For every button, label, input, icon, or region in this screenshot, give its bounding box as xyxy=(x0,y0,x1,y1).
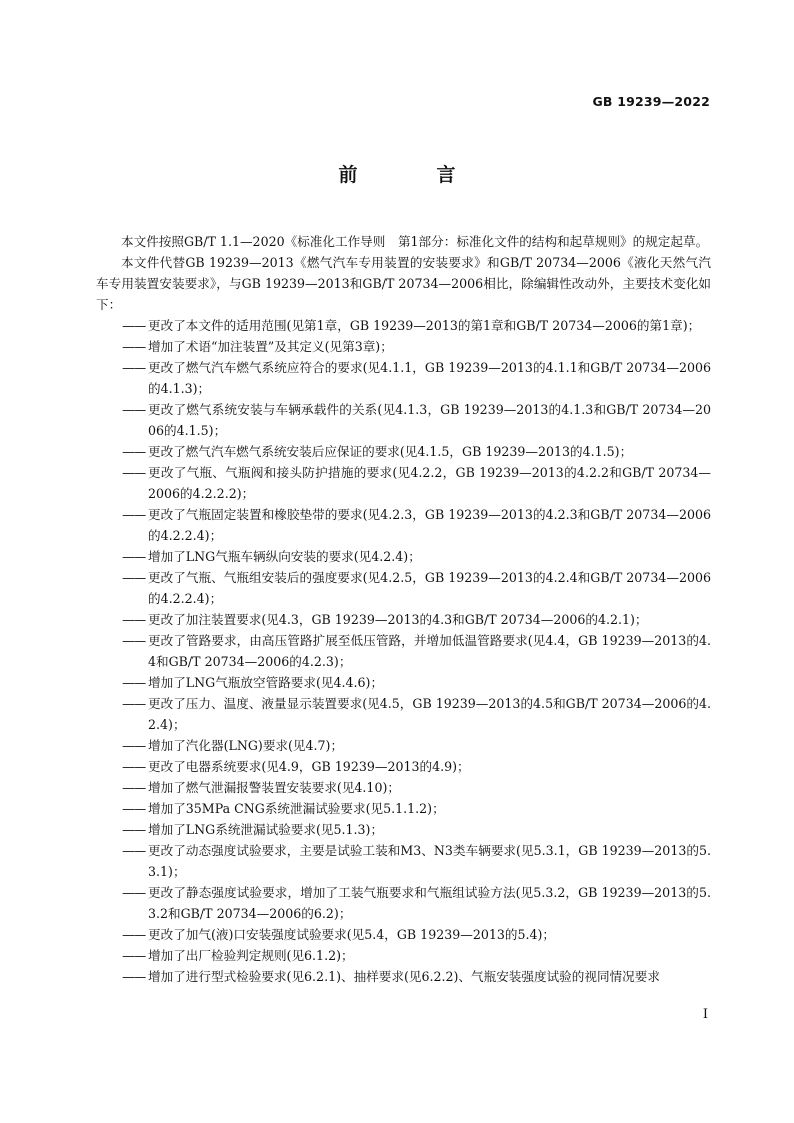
list-dash: —— xyxy=(122,465,146,480)
list-dash: —— xyxy=(122,570,146,585)
change-text: 更改了加注装置要求(见4.3，GB 19239—2013的4.3和GB/T 20734—2006的4.2.1)； xyxy=(148,612,648,627)
change-text: 增加了燃气泄漏报警装置安装要求(见4.10)； xyxy=(148,780,400,795)
change-list-item xyxy=(96,546,711,567)
change-list xyxy=(96,315,711,987)
change-text: 增加了进行型式检验要求(见6.2.1)、抽样要求(见6.2.2)、气瓶安装强度试验的视同情况要求 xyxy=(148,969,660,984)
change-text: 增加了术语“加注装置”及其定义(见第3章)； xyxy=(148,339,393,354)
change-text: 增加了汽化器(LNG)要求(见4.7)； xyxy=(148,738,344,753)
change-list-item xyxy=(96,357,711,399)
list-dash: —— xyxy=(122,507,146,522)
foreword-body xyxy=(96,231,711,987)
change-text: 更改了动态强度试验要求，主要是试验工装和M3、N3类车辆要求(见5.3.1，GB 19239—2013的5.3.1)； xyxy=(148,843,711,879)
page-number: I xyxy=(702,1007,708,1022)
change-text: 更改了加气(液)口安装强度试验要求(见5.4，GB 19239—2013的5.4)； xyxy=(148,927,556,942)
change-text: 更改了电器系统要求(见4.9，GB 19239—2013的4.9)； xyxy=(148,759,470,774)
change-list-item xyxy=(96,798,711,819)
change-list-item xyxy=(96,966,711,987)
change-list-item xyxy=(96,504,711,546)
paragraph: 本文件按照GB/T 1.1—2020《标准化工作导则 第1部分：标准化文件的结构和起草规则》的规定起草。 xyxy=(121,234,709,249)
change-list-item xyxy=(96,315,711,336)
change-list-item xyxy=(96,735,711,756)
change-text: 增加了LNG系统泄漏试验要求(见5.1.3)； xyxy=(148,822,384,837)
change-list-item xyxy=(96,462,711,504)
change-list-item xyxy=(96,945,711,966)
paragraph: 本文件代替GB 19239—2013《燃气汽车专用装置的安装要求》和GB/T 20734—2006《液化天然气汽车专用装置安装要求》，与GB 19239—2013和GB/T 20734—2006相比，除编辑性改动外，主要技术变化如下： xyxy=(96,255,711,312)
list-dash: —— xyxy=(122,339,146,354)
change-list-item xyxy=(96,882,711,924)
change-list-item xyxy=(96,441,711,462)
list-dash: —— xyxy=(122,633,146,648)
standard-number: GB 19239—2022 xyxy=(592,94,710,109)
list-dash: —— xyxy=(122,801,146,816)
change-list-item xyxy=(96,672,711,693)
list-dash: —— xyxy=(122,549,146,564)
change-text: 增加了35MPa CNG系统泄漏试验要求(见5.1.1.2)； xyxy=(148,801,445,816)
list-dash: —— xyxy=(122,843,146,858)
page-title: 前 言 xyxy=(338,164,486,186)
list-dash: —— xyxy=(122,612,146,627)
list-dash: —— xyxy=(122,738,146,753)
change-list-item xyxy=(96,336,711,357)
change-text: 增加了LNG气瓶车辆纵向安装的要求(见4.2.4)； xyxy=(148,549,421,564)
list-dash: —— xyxy=(122,780,146,795)
list-dash: —— xyxy=(122,696,146,711)
list-dash: —— xyxy=(122,948,146,963)
change-list-item xyxy=(96,630,711,672)
change-list-item xyxy=(96,819,711,840)
change-list-item xyxy=(96,777,711,798)
change-text: 更改了压力、温度、液量显示装置要求(见4.5，GB 19239—2013的4.5和GB/T 20734—2006的4.2.4)； xyxy=(148,696,711,732)
change-list-item xyxy=(96,924,711,945)
list-dash: —— xyxy=(122,759,146,774)
change-list-item xyxy=(96,609,711,630)
change-list-item xyxy=(96,840,711,882)
change-text: 更改了气瓶、气瓶阀和接头防护措施的要求(见4.2.2，GB 19239—2013的4.2.2和GB/T 20734—2006的4.2.2.2)； xyxy=(148,465,711,501)
list-dash: —— xyxy=(122,318,146,333)
change-text: 更改了燃气汽车燃气系统应符合的要求(见4.1.1，GB 19239—2013的4.1.1和GB/T 20734—2006的4.1.3)； xyxy=(148,360,711,396)
change-text: 更改了燃气系统安装与车辆承载件的关系(见4.1.3，GB 19239—2013的4.1.3和GB/T 20734—2006的4.1.5)； xyxy=(148,402,711,438)
change-text: 更改了本文件的适用范围(见第1章，GB 19239—2013的第1章和GB/T 20734—2006的第1章)； xyxy=(148,318,701,333)
list-dash: —— xyxy=(122,402,146,417)
change-list-item xyxy=(96,399,711,441)
list-dash: —— xyxy=(122,969,146,984)
list-dash: —— xyxy=(122,360,146,375)
change-text: 更改了气瓶、气瓶组安装后的强度要求(见4.2.5，GB 19239—2013的4.2.4和GB/T 20734—2006的4.2.2.4)； xyxy=(148,570,711,606)
change-text: 增加了LNG气瓶放空管路要求(见4.4.6)； xyxy=(148,675,384,690)
list-dash: —— xyxy=(122,927,146,942)
change-list-item xyxy=(96,693,711,735)
change-list-item xyxy=(96,567,711,609)
change-text: 增加了出厂检验判定规则(见6.1.2)； xyxy=(148,948,354,963)
list-dash: —— xyxy=(122,822,146,837)
list-dash: —— xyxy=(122,444,146,459)
change-text: 更改了管路要求，由高压管路扩展至低压管路，并增加低温管路要求(见4.4，GB 19239—2013的4.4和GB/T 20734—2006的4.2.3)； xyxy=(148,633,711,669)
change-text: 更改了燃气汽车燃气系统安装后应保证的要求(见4.1.5，GB 19239—2013的4.1.5)； xyxy=(148,444,633,459)
change-list-item xyxy=(96,756,711,777)
list-dash: —— xyxy=(122,885,146,900)
change-text: 更改了气瓶固定装置和橡胶垫带的要求(见4.2.3，GB 19239—2013的4.2.3和GB/T 20734—2006的4.2.2.4)； xyxy=(148,507,711,543)
list-dash: —— xyxy=(122,675,146,690)
change-text: 更改了静态强度试验要求，增加了工装气瓶要求和气瓶组试验方法(见5.3.2，GB 19239—2013的5.3.2和GB/T 20734—2006的6.2)； xyxy=(148,885,711,921)
